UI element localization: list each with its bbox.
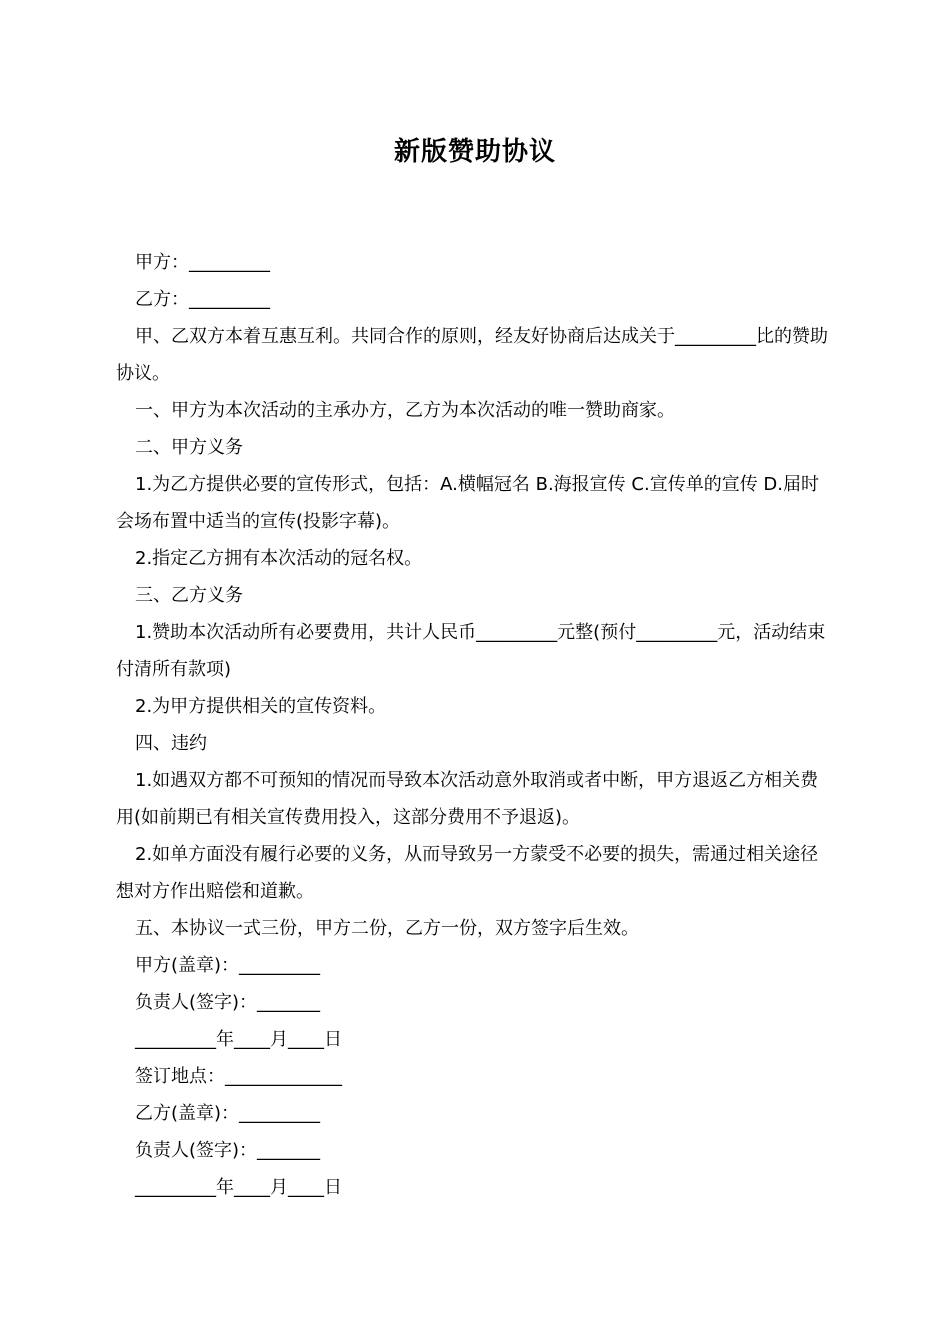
party-b-duty-1: 1.赞助本次活动所有必要费用，共计人民币_________元整(预付_________元，活动结束付清所有款项)	[116, 622, 826, 680]
signing-location-line: 签订地点：_____________	[135, 1066, 342, 1087]
party-a-duty-2: 2.指定乙方拥有本次活动的冠名权。	[135, 548, 423, 569]
party-b-date-line: _________年____月____日	[135, 1177, 342, 1198]
party-a-line: 甲方：_________	[135, 252, 270, 273]
party-b-duty-2: 2.为甲方提供相关的宣传资料。	[135, 696, 387, 717]
breach-clause-1: 1.如遇双方都不可预知的情况而导致本次活动意外取消或者中断，甲方退返乙方相关费用(如前期已有相关宣传费用投入，这部分费用不予退返)。	[116, 770, 819, 828]
party-a-seal-line: 甲方(盖章)：_________	[135, 955, 321, 976]
party-a-duty-1: 1.为乙方提供必要的宣传形式，包括：A.横幅冠名 B.海报宣传 C.宣传单的宣传 D.届时会场布置中适当的宣传(投影字幕)。	[116, 474, 819, 532]
breach-clause-2: 2.如单方面没有履行必要的义务，从而导致另一方蒙受不必要的损失，需通过相关途径想对方作出赔偿和道歉。	[116, 844, 819, 902]
section-heading-party-b-duties: 三、乙方义务	[135, 585, 243, 606]
party-a-signatory-line: 负责人(签字)：_______	[135, 992, 321, 1013]
party-b-signatory-line: 负责人(签字)：_______	[135, 1140, 321, 1161]
party-a-date-line: _________年____月____日	[135, 1029, 342, 1050]
document-body	[116, 244, 836, 1206]
clause-5: 五、本协议一式三份，甲方二份，乙方一份，双方签字后生效。	[135, 918, 639, 939]
party-b-line: 乙方：_________	[135, 289, 270, 310]
document-title: 新版赞助协议	[393, 137, 556, 167]
clause-1: 一、甲方为本次活动的主承办方，乙方为本次活动的唯一赞助商家。	[135, 400, 675, 421]
party-b-seal-line: 乙方(盖章)：_________	[135, 1103, 321, 1124]
section-heading-breach: 四、违约	[135, 733, 207, 754]
preamble-paragraph: 甲、乙双方本着互惠互利。共同合作的原则，经友好协商后达成关于_________比的赞助协议。	[116, 326, 828, 384]
section-heading-party-a-duties: 二、甲方义务	[135, 437, 243, 458]
